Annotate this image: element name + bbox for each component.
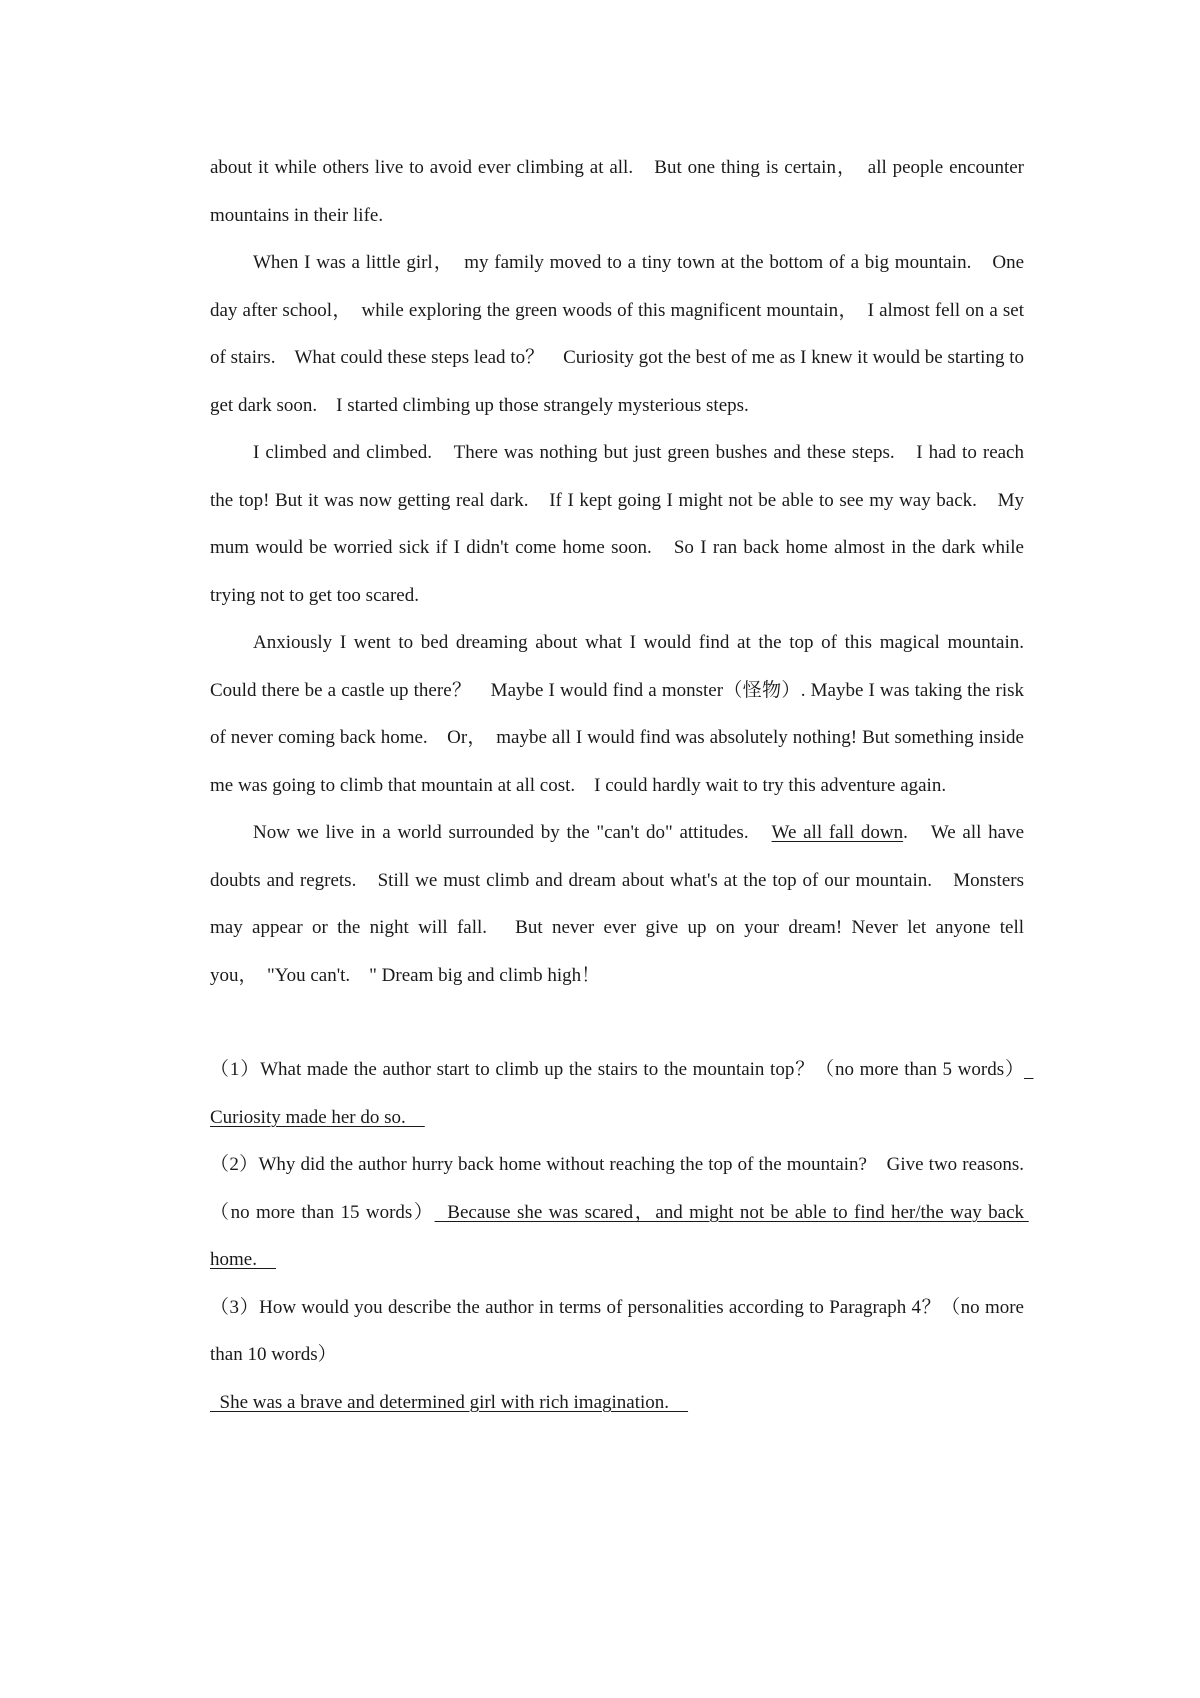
- passage-paragraph-5: [210, 809, 1024, 999]
- document-page: [210, 144, 1044, 1426]
- question-1-prompt: （1）What made the author start to climb up the stairs to the mountain top？（no more than 5 words）: [210, 1059, 1024, 1080]
- question-2-prompt: （2）Why did the author hurry back home without reaching the top of the mountain? Give two reasons.（no more than 15 words）: [210, 1154, 1024, 1223]
- question-1-answer: Curiosity made her do so.: [210, 1059, 1034, 1128]
- question-2-answer: Because she was scared，and might not be able to find her/the way back home.: [210, 1201, 1029, 1270]
- question-3: [210, 1284, 1024, 1427]
- passage-paragraph-4: Anxiously I went to bed dreaming about what I would find at the top of this magical mountain. Could there be a castle up there？ Maybe I would find a monster（怪物）. Maybe I was taking the risk of never coming back home. Or， maybe all I would find was absolutely nothing! But something inside me was going to climb that mountain at all cost. I could hardly wait to try this adventure again.: [210, 632, 1044, 796]
- questions-section: [210, 1046, 1034, 1426]
- question-2: [210, 1141, 1029, 1284]
- paragraph-5-text-before: Now we live in a world surrounded by the "can't do" attitudes.: [253, 822, 772, 843]
- passage-paragraph-1: about it while others live to avoid ever climbing at all. But one thing is certain， all people encounter mountains in their life.: [210, 157, 1024, 226]
- passage-paragraph-2: When I was a little girl， my family moved to a tiny town at the bottom of a big mountain. One day after school， while exploring the green woods of this magnificent mountain， I almost fell on a set of stairs. What could these steps lead to？ Curiosity got the best of me as I knew it would be starting to get dark soon. I started climbing up those strangely mysterious steps.: [210, 252, 1024, 416]
- question-3-prompt: （3）How would you describe the author in terms of personalities according to Paragraph 4？（no more than 10 words）: [210, 1296, 1024, 1365]
- question-1: [210, 1046, 1034, 1141]
- underlined-phrase: We all fall down: [771, 822, 904, 843]
- passage-paragraph-3: I climbed and climbed. There was nothing but just green bushes and these steps. I had to reach the top! But it was now getting real dark. If I kept going I might not be able to see my way back. My mum would be worried sick if I didn't come home soon. So I ran back home almost in the dark while trying not to get too scared.: [210, 442, 1024, 606]
- paragraph-5-text-after: . We all have doubts and regrets. Still we must climb and dream about what's at the top of our mountain. Monsters may appear or the night will fall. But never ever give up on your dream! Never let anyone tell you， "You can't. " Dream big and climb high！: [210, 822, 1025, 986]
- question-3-answer: She was a brave and determined girl with rich imagination.: [210, 1391, 689, 1413]
